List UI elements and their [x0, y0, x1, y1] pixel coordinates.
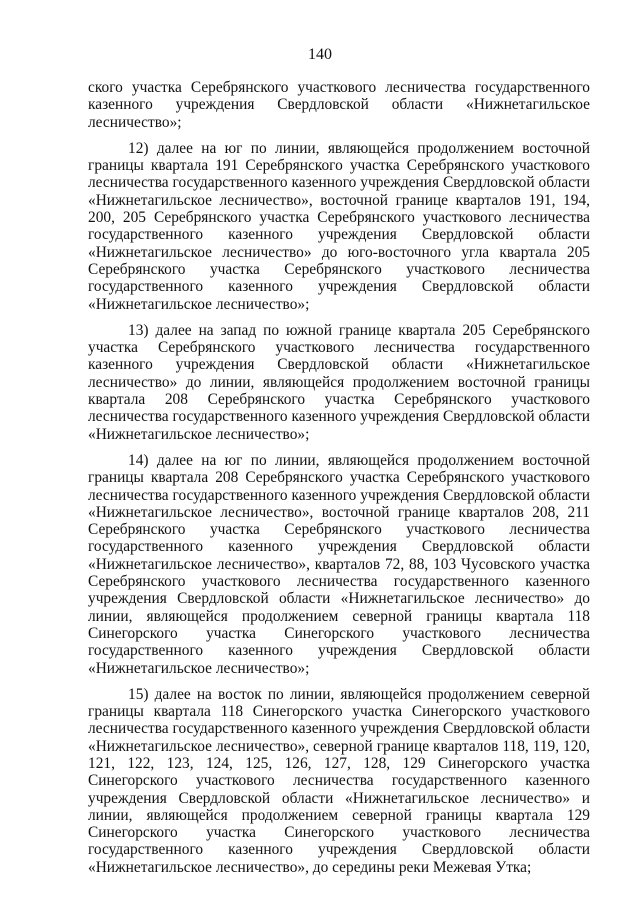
paragraph-item-15: 15) далее на восток по линии, являющейся продолжением северной границы квартала 118 Синегорского участка Синегорского участкового лесничества государственного казенного учреждения Свердловской области «Нижнетагильское лесничество», северной границе кварталов 118, 119, 120, 121, 122, 123, 124, 125, 126, 127, 128, 129 Синегорского участка Синегорского участкового лесничества государственного казенного учреждения Свердловской области «Нижнетагильское лесничество» и линии, являющейся продолжением северной границы квартала 129 Синегорского участка Синегорского участкового лесничества государственного казенного учреждения Свердловской области «Нижнетагильское лесничество», до середины реки Межевая Утка;	[88, 685, 590, 876]
paragraph-gap	[88, 131, 590, 140]
paragraph-item-13: 13) далее на запад по южной границе квартала 205 Серебрянского участка Серебрянского участкового лесничества государственного казенного учреждения Свердловской области «Нижнетагильское лесничество» до линии, являющейся продолжением восточной границы квартала 208 Серебрянского участка Серебрянского участкового лесничества государственного казенного учреждения Свердловской области «Нижнетагильское лесничество»;	[88, 321, 590, 443]
paragraph-gap	[88, 443, 590, 452]
paragraph-item-14: 14) далее на юг по линии, являющейся продолжением восточной границы квартала 208 Серебрянского участка Серебрянского участкового лесничества государственного казенного учреждения Свердловской области «Нижнетагильское лесничество», восточной границе кварталов 208, 211 Серебрянского участка Серебрянского участкового лесничества государственного казенного учреждения Свердловской области «Нижнетагильское лесничество», кварталов 72, 88, 103 Чусовского участка Серебрянского участкового лесничества государственного казенного учреждения Свердловской области «Нижнетагильское лесничество» до линии, являющейся продолжением северной границы квартала 118 Синегорского участка Синегорского участкового лесничества государственного казенного учреждения Свердловской области «Нижнетагильское лесничество»;	[88, 451, 590, 677]
paragraph-item-12: 12) далее на юг по линии, являющейся продолжением восточной границы квартала 191 Серебрянского участка Серебрянского участкового лесничества государственного казенного учреждения Свердловской области «Нижнетагильское лесничество», восточной границе кварталов 191, 194, 200, 205 Серебрянского участка Серебрянского участкового лесничества государственного казенного учреждения Свердловской области «Нижнетагильское лесничество» до юго-восточного угла квартала 205 Серебрянского участка Серебрянского участкового лесничества государственного казенного учреждения Свердловской области «Нижнетагильское лесничество»;	[88, 139, 590, 313]
paragraph-gap	[88, 677, 590, 686]
page-number: 140	[308, 46, 332, 63]
document-body	[88, 79, 590, 876]
paragraph-continuation: ского участка Серебрянского участкового лесничества государственного казенного учреждения Свердловской области «Нижнетагильское лесничество»;	[88, 79, 590, 131]
paragraph-gap	[88, 313, 590, 322]
